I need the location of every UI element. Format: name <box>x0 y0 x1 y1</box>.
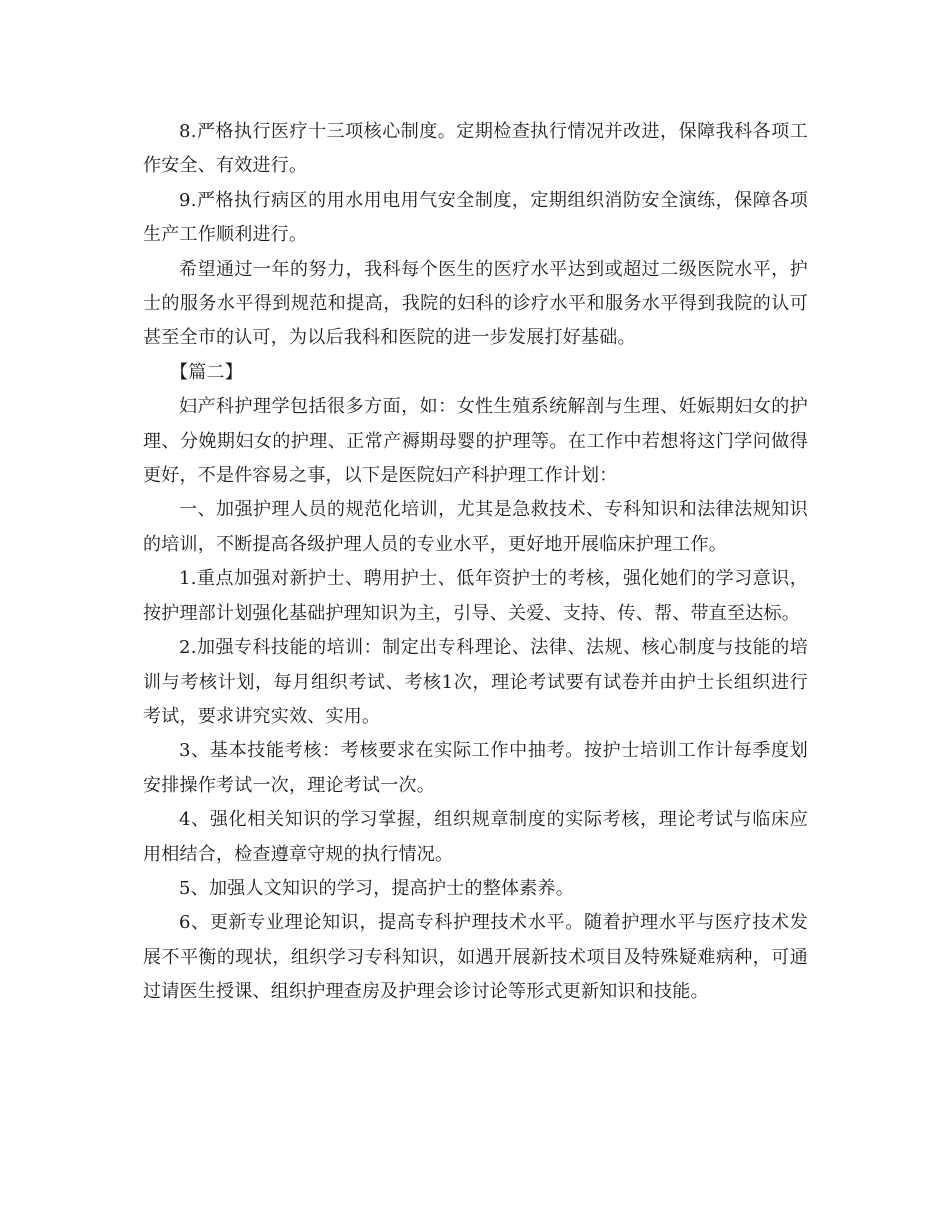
section-heading: 【篇二】 <box>170 361 243 383</box>
document-body <box>143 115 808 1010</box>
paragraph-summary: 希望通过一年的努力，我科每个医生的医疗水平达到或超过二级医院水平，护士的服务水平得到规范和提高，我院的妇科的诊疗水平和服务水平得到我院的认可甚至全市的认可，为以后我科和医院的进一步发展打好基础。 <box>143 258 808 349</box>
paragraph-item-8: 8.严格执行医疗十三项核心制度。定期检查执行情况并改进，保障我科各项工作安全、有效进行。 <box>143 121 808 177</box>
paragraph-item-6: 6、更新专业理论知识，提高专科护理技术水平。随着护理水平与医疗技术发展不平衡的现状，组织学习专科知识，如遇开展新技术项目及特殊疑难病种，可通过请医生授课、组织护理查房及护理会诊讨论等形式更新知识和技能。 <box>143 912 808 1003</box>
paragraph-intro: 妇产科护理学包括很多方面，如：女性生殖系统解剖与生理、妊娠期妇女的护理、分娩期妇女的护理、正常产褥期母婴的护理等。在工作中若想将这门学问做得更好，不是件容易之事，以下是医院妇产科护理工作计划： <box>143 396 808 487</box>
paragraph-item-2: 2.加强专科技能的培训：制定出专科理论、法律、法规、核心制度与技能的培训与考核计划，每月组织考试、考核1次，理论考试要有试卷并由护士长组织进行考试，要求讲究实效、实用。 <box>143 637 808 727</box>
paragraph-item-9: 9.严格执行病区的用水用电用气安全制度，定期组织消防安全演练，保障各项生产工作顺利进行。 <box>143 189 808 246</box>
paragraph-item-1: 1.重点加强对新护士、聘用护士、低年资护士的考核，强化她们的学习意识，按护理部计划强化基础护理知识为主，引导、关爱、支持、传、帮、带直至达标。 <box>143 568 808 624</box>
paragraph-item-3: 3、基本技能考核：考核要求在实际工作中抽考。按护士培训工作计每季度划安排操作考试一次，理论考试一次。 <box>143 740 808 796</box>
paragraph-section-one: 一、加强护理人员的规范化培训，尤其是急救技术、专科知识和法律法规知识的培训，不断提高各级护理人员的专业水平，更好地开展临床护理工作。 <box>143 499 808 555</box>
paragraph-item-4: 4、强化相关知识的学习掌握，组织规章制度的实际考核，理论考试与临床应用相结合，检查遵章守规的执行情况。 <box>143 809 808 865</box>
paragraph-item-5: 5、加强人文知识的学习，提高护士的整体素养。 <box>179 877 574 899</box>
